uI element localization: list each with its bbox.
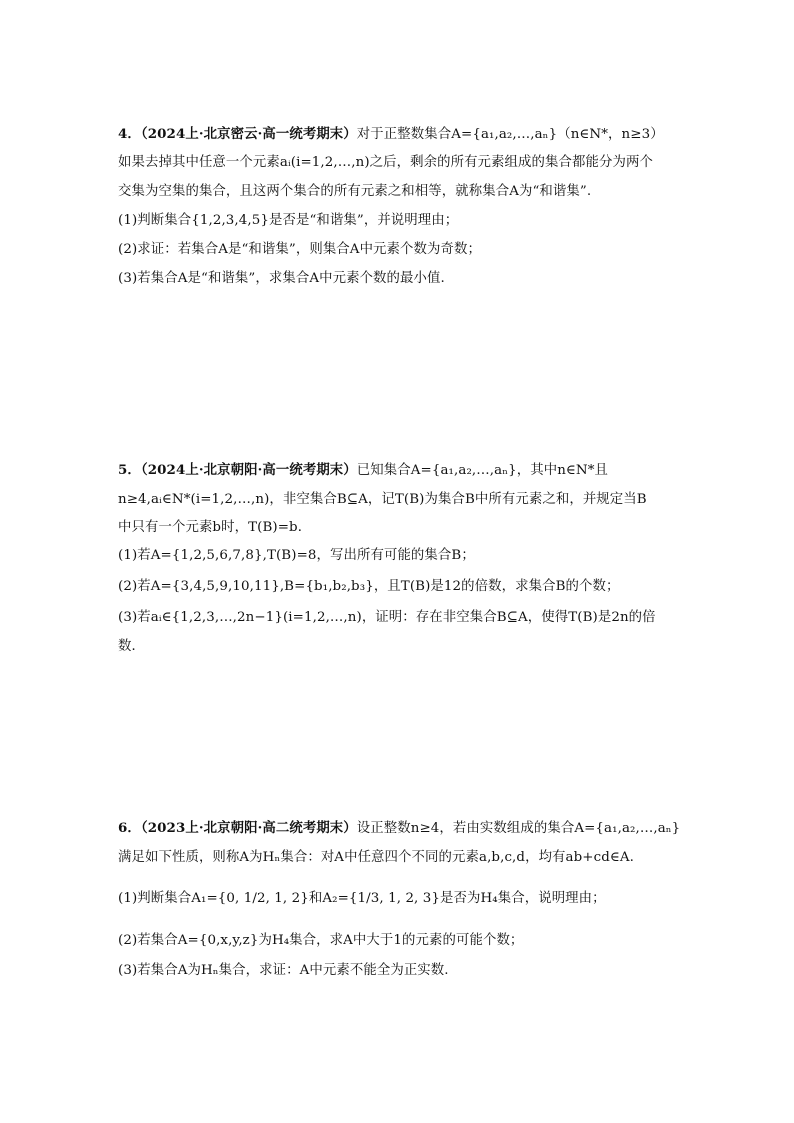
problem-5-part-2: (2)若A={3,4,5,9,10,11},B={b₁,b₂,b₃}，且T(B)是12的倍数，求集合B的个数； bbox=[118, 579, 620, 594]
problem-text: 设正整数n≥4，若由实数组成的集合A={a₁,a₂,…,aₙ} bbox=[356, 821, 681, 836]
problem-number: 6． bbox=[118, 820, 141, 836]
problem-5-part-3: (3)若aᵢ∈{1,2,3,…,2n−1}(i=1,2,…,n)，证明：存在非空集合B⊆A，使得T(B)是2n的倍 bbox=[118, 610, 656, 625]
problem-5-part-1: (1)若A={1,2,5,6,7,8},T(B)=8，写出所有可能的集合B； bbox=[118, 548, 475, 563]
problem-4-line-3: 交集为空集的集合，且这两个集合的所有元素之和相等，就称集合A为“和谐集”. bbox=[118, 184, 592, 199]
problem-6-part-1: (1)判断集合A₁={0, 1/2, 1, 2}和A₂={1/3, 1, 2, 3}是否为H₄集合，说明理由； bbox=[118, 891, 606, 906]
problem-6-line-2: 满足如下性质，则称A为Hₙ集合：对A中任意四个不同的元素a,b,c,d，均有ab+cd∈A. bbox=[118, 850, 635, 865]
problem-text: 已知集合A={a₁,a₂,…,aₙ}，其中n∈N*且 bbox=[356, 463, 609, 478]
problem-source: （2023上·北京朝阳·高二统考期末） bbox=[140, 820, 357, 836]
problem-6-part-3: (3)若集合A为Hₙ集合，求证：A中元素不能全为正实数. bbox=[118, 963, 449, 978]
problem-6-part-2: (2)若集合A={0,x,y,z}为H₄集合，求A中大于1的元素的可能个数； bbox=[118, 933, 524, 948]
problem-text: 对于正整数集合A={a₁,a₂,…,aₙ}（n∈N*，n≥3） bbox=[356, 127, 664, 142]
problem-4-part-2: (2)求证：若集合A是“和谐集”，则集合A中元素个数为奇数； bbox=[118, 242, 481, 257]
problem-4-line-2: 如果去掉其中任意一个元素aᵢ(i=1,2,…,n)之后，剩余的所有元素组成的集合都能分为两个 bbox=[118, 155, 653, 170]
problem-4-line-1 bbox=[118, 124, 664, 145]
problem-number: 4． bbox=[118, 126, 141, 142]
problem-source: （2024上·北京密云·高一统考期末） bbox=[140, 126, 357, 142]
problem-4-part-1: (1)判断集合{1,2,3,4,5}是否是“和谐集”，并说明理由； bbox=[118, 213, 459, 228]
problem-source: （2024上·北京朝阳·高一统考期末） bbox=[140, 462, 357, 478]
problem-4-part-3: (3)若集合A是“和谐集”，求集合A中元素个数的最小值. bbox=[118, 271, 445, 286]
problem-5-line-3: 中只有一个元素b时，T(B)=b． bbox=[118, 520, 312, 535]
problem-5-part-3-cont: 数． bbox=[118, 639, 145, 654]
problem-5-line-2: n≥4,aᵢ∈N*(i=1,2,…,n)，非空集合B⊆A，记T(B)为集合B中所有元素之和，并规定当B bbox=[118, 492, 647, 507]
problem-number: 5． bbox=[118, 462, 141, 478]
problem-6-line-1 bbox=[118, 818, 680, 839]
problem-5-line-1 bbox=[118, 460, 608, 481]
